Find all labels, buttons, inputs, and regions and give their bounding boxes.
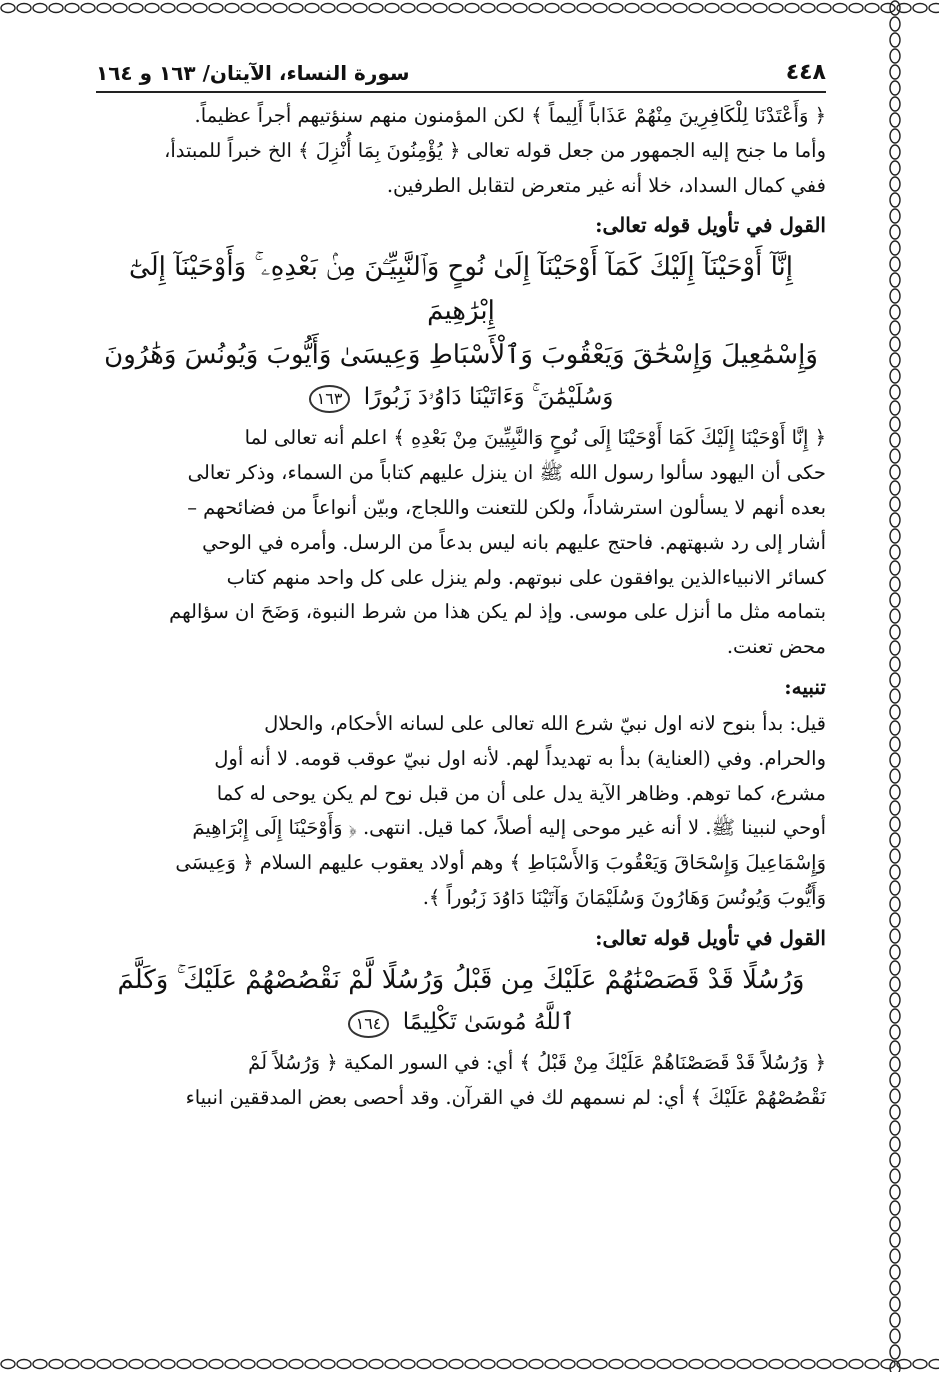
text-line: أشار إلى رد شبهتهم. فاحتج عليهم بانه ليس بدعاً من الرسل. وأمره في الوحي (202, 530, 826, 554)
text-line: ففي كمال السداد، خلا أنه غير متعرض لتقابل الطرفين. (386, 173, 826, 197)
verse-line (96, 377, 826, 417)
top-border-ornament (0, 0, 939, 16)
bottom-border-ornament (0, 1356, 939, 1372)
text-line: ﴿ إِنَّا أَوْحَيْنَا إِلَيْكَ كَمَا أَوْحَيْنَا إِلَى نُوحٍ وَالنَّبِيِّينَ مِنْ بَعْدِهِ ﴾ اعلم أنه تعالى لما (244, 426, 826, 450)
text-line: وَأَيُّوبَ وَيُونُسَ وَهَارُونَ وَسُلَيْمَانَ وَآتَيْنَا دَاوُدَ زَبُوراً ﴾. (422, 885, 826, 909)
text-line: ﴿ وَرُسُلاً قَدْ قَصَصْنَاهُمْ عَلَيْكَ مِنْ قَبْلُ ﴾ أي: في السور المكية ﴿ وَرُسُلاً لَمْ (248, 1050, 826, 1074)
text-line: حكى أن اليهود سألوا رسول الله ﷺ ان ينزل عليهم كتاباً من السماء، وذكر تعالى (187, 461, 826, 485)
verse-line: وَرُسُلًا قَدْ قَصَصْنَٰهُمْ عَلَيْكَ مِن قَبْلُ وَرُسُلًا لَّمْ نَقْصُصْهُمْ عَلَيْكَ ۚ وَكَلَّمَ (117, 964, 805, 995)
quran-verse-164 (96, 958, 826, 1042)
verse-line (96, 1002, 826, 1042)
page-number: ٤٤٨ (785, 60, 826, 85)
text-line: محض تعنت. (726, 635, 826, 659)
text-line: وَإِسْمَاعِيلَ وَإِسْحَاقَ وَيَعْقُوبَ وَالأَسْبَاطِ ﴾ وهم أولاد يعقوب عليهم السلام ﴿ وَعِيسَى (175, 851, 826, 875)
paragraph-3 (96, 707, 826, 916)
verse-text: وَسُلَيْمَٰنَ ۚ وَءَاتَيْنَا دَاوُۥدَ زَبُورًا (363, 384, 614, 411)
text-line: كسائر الانبياءالذين يوافقون على نبوتهم. ولم ينزل على كل واحد منهم كتاب (226, 565, 826, 589)
text-line: مشرع، كما توهم. وظاهر الآية يدل على أن من قبل نوح لم يكن يوحى له كما (216, 781, 826, 805)
paragraph-4 (96, 1046, 826, 1116)
text-line: بتمامه مثل ما أنزل على موسى. وإذ لم يكن هذا من شرط النبوة، وَضَحَ ان سؤالهم (169, 600, 826, 624)
section-heading: القول في تأويل قوله تعالى: (595, 925, 826, 950)
side-border-ornament (885, 0, 905, 1372)
text-line: أوحي لنبينا ﷺ. لا أنه غير موحى إليه أصلاً، كما قيل. انتهى. ﴿ وَأَوْحَيْنَا إِلَى إِبْرَاهِيمَ (192, 816, 826, 840)
section-heading: القول في تأويل قوله تعالى: (595, 213, 826, 238)
paragraph-2 (96, 421, 826, 665)
text-line: بعده أنهم لا يسألون استرشاداً، ولكن للتعنت واللجاج، وبيّن أنواعاً من فضائحهم – (187, 495, 826, 519)
text-line: ﴿ وَأَعْتَدْنَا لِلْكَافِرِينَ مِنْهُمْ عَذَاباً أَلِيماً ﴾ لكن المؤمنون منهم سنؤتيهم أجراً عظيماً. (194, 104, 826, 127)
verse-line: إِنَّآ أَوْحَيْنَآ إِلَيْكَ كَمَآ أَوْحَيْنَآ إِلَىٰ نُوحٍ وَٱلنَّبِيِّـۧنَ مِنۢ بَعْدِهِۦ ۚ وَأَوْحَيْنَآ إِلَىٰٓ إِبْرَٰهِيمَ (129, 252, 793, 327)
text-line: والحرام. وفي (العناية) بدأ به تهديداً لهم. لأنه اول نبيّ عوقب قومه. لا أنه أول (214, 746, 826, 770)
text-line: وأما ما جنح إليه الجمهور من جعل قوله تعالى ﴿ يُؤْمِنُونَ بِمَا أُنْزِلَ ﴾ الخ خبراً للمبتدأ، (164, 138, 826, 162)
verse-text: ٱللَّهُ مُوسَىٰ تَكْلِيمًا (402, 1008, 575, 1035)
text-line: قيل: بدأ بنوح لانه اول نبيّ شرع الله تعالى على لسانه الأحكام، والحلال (264, 711, 826, 735)
verse-number-mark: ١٦٤ (348, 1010, 390, 1038)
page-body (96, 60, 826, 1115)
quran-verse-163 (96, 245, 826, 417)
verse-number-mark: ١٦٣ (309, 385, 351, 413)
header-title: سورة النساء، الآيتان/ ١٦٣ و ١٦٤ (96, 61, 410, 85)
text-line: نَقْصُصْهُمْ عَلَيْكَ ﴾ أي: لم نسمهم لك في القرآن. وقد أحصى بعض المدققين انبياء (185, 1085, 826, 1109)
verse-line: وَإِسْمَٰعِيلَ وَإِسْحَٰقَ وَيَعْقُوبَ وَٱلْأَسْبَاطِ وَعِيسَىٰ وَأَيُّوبَ وَيُونُسَ وَهَٰرُونَ (104, 340, 818, 371)
note-heading: تنبيه: (784, 674, 826, 699)
running-header (96, 60, 826, 93)
paragraph-1 (96, 99, 826, 203)
